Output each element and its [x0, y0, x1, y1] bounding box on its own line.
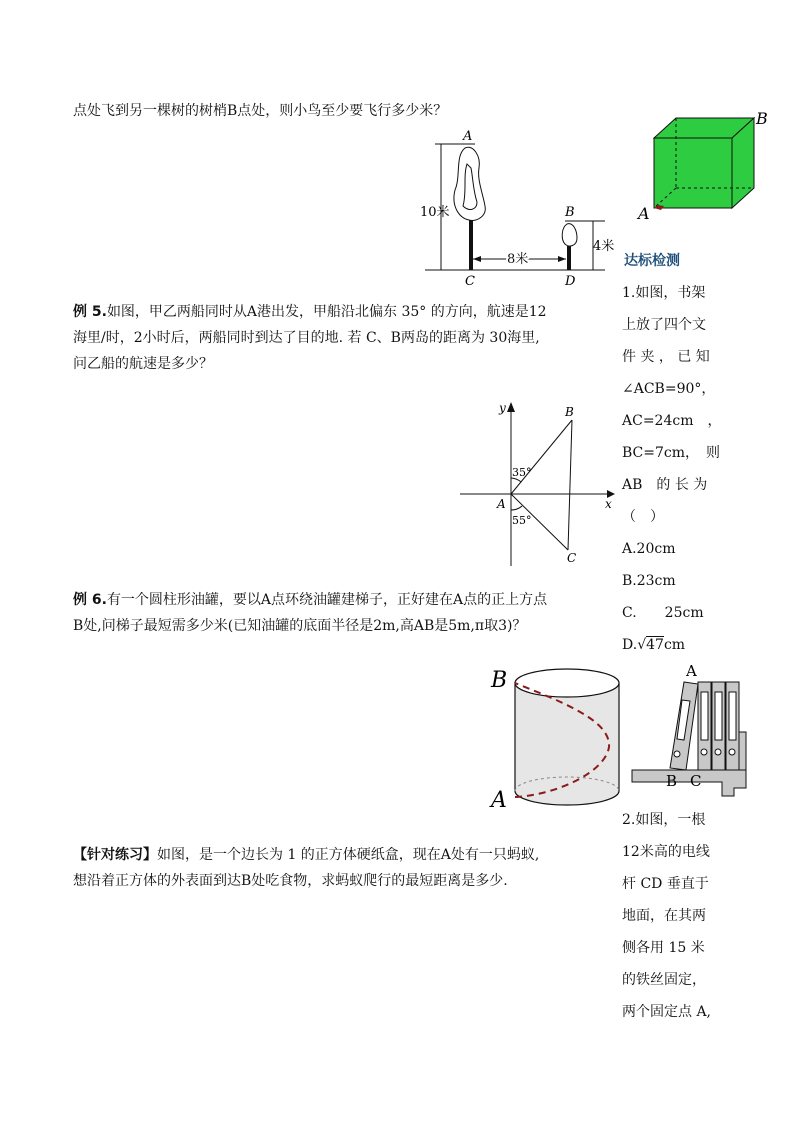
label-c: C [567, 551, 577, 565]
q2-line: 杆 CD 垂直于 [622, 876, 709, 892]
q1-line: AC=24cm ， [622, 413, 722, 429]
q2-line: 地面，在其两 [622, 908, 706, 924]
label-35: 35° [512, 466, 532, 479]
folder-2-label [715, 692, 722, 740]
example-6 [73, 587, 633, 639]
q2-line: 的铁丝固定， [622, 972, 706, 988]
axes-figure [455, 398, 620, 573]
example-5 [73, 299, 633, 377]
q1-line: 上放了四个文 [622, 317, 706, 333]
q2-line: 2.如图，一根 [622, 812, 706, 828]
question-1 [622, 277, 734, 661]
q1-line: ∠ACB=90°， [622, 381, 716, 397]
example-6-label: 例 6. [73, 592, 107, 608]
example-5-line-3: 问乙船的航速是多少？ [73, 356, 213, 372]
label-y: y [499, 401, 506, 415]
label-b: B [756, 109, 768, 128]
folder-ring-icon [729, 749, 735, 755]
label-x: x [605, 497, 612, 511]
question-2 [622, 804, 734, 1028]
label-a: A [497, 497, 506, 511]
paragraph-top: 点处飞到另一棵树的树梢B点处，则小鸟至少要飞行多少米？ [73, 103, 448, 119]
segment-bc [568, 420, 572, 550]
option-a: A.20cm [622, 541, 676, 557]
bookshelf-figure [626, 660, 754, 798]
example-6-line-1: 有一个圆柱形油罐，要以A点环绕油罐建梯子，正好建在A点的正上方点 [106, 592, 548, 608]
sqrt-icon: √ [637, 637, 647, 653]
cylinder-figure [485, 655, 625, 815]
option-d-unit: cm [663, 637, 686, 653]
angle-arc-55 [511, 506, 522, 510]
label-55: 55° [512, 514, 532, 527]
label-a: A [686, 662, 697, 680]
option-d [622, 629, 734, 661]
q1-line: AB 的 长 为 [622, 477, 708, 493]
tree-b-trunk [567, 246, 571, 270]
label-c: C [690, 772, 702, 790]
label-a: A [463, 129, 473, 144]
cylinder-top [515, 669, 619, 697]
practice-label: 【针对练习】 [73, 847, 157, 863]
cylinder-body [515, 683, 619, 805]
label-c: C [465, 274, 475, 289]
option-d-prefix: D. [622, 637, 638, 653]
q1-line: BC=7cm， 则 [622, 445, 721, 461]
q1-line: （ ） [622, 509, 664, 525]
example-6-line-2: B处,问梯子最短需多少米(已知油罐的底面半径是2m,高AB是5m,π取3)？ [73, 618, 527, 634]
cube-figure [632, 108, 782, 226]
label-b: B [565, 405, 574, 419]
q2-line: 12米高的电线 [622, 844, 710, 860]
label-a: A [491, 788, 507, 813]
practice-line-1: 如图，是一个边长为 1 的正方体硬纸盒，现在A处有一只蚂蚁, [157, 847, 540, 863]
label-10m: 10米 [420, 205, 450, 220]
label-a: A [638, 204, 650, 223]
trees-figure [415, 128, 625, 289]
q1-line: 件 夹 ， 已 知 [622, 349, 710, 365]
tree-a-trunk [469, 220, 473, 270]
q2-line: 两个固定点 A, [622, 1004, 712, 1020]
label-8m: 8米 [507, 252, 529, 267]
q2-line: 侧各用 15 米 [622, 940, 705, 956]
q1-line: 1.如图，书架 [622, 285, 706, 301]
arrow-left-icon [473, 256, 481, 262]
example-5-label: 例 5. [73, 304, 107, 320]
label-d: D [565, 274, 576, 289]
example-5-line-1: 如图，甲乙两船同时从A港出发，甲船沿北偏东 35° 的方向，航速是12 [106, 304, 547, 320]
shelf-base [632, 770, 746, 796]
segment-ab [511, 420, 572, 494]
option-d-radicand: 47 [646, 637, 664, 653]
section-heading: 达标检测 [624, 253, 680, 269]
practice [73, 842, 633, 894]
label-4m: 4米 [593, 239, 615, 254]
folder-1-label [701, 692, 708, 740]
practice-line-2: 想沿着正方体的外表面到达B处吃食物，求蚂蚁爬行的最短距离是多少. [73, 873, 508, 889]
folder-ring-icon [674, 751, 680, 757]
label-b: B [565, 205, 575, 220]
arrow-right-icon [558, 256, 566, 262]
example-5-line-2: 海里/时，2小时后，两船同时到达了目的地. 若 C、B两岛的距离为 30海里, [73, 330, 540, 346]
option-b: B.23cm [622, 573, 676, 589]
folder-3-label [729, 692, 736, 740]
label-b: B [491, 668, 508, 693]
tree-b-crown [562, 224, 577, 246]
option-c: C. 25cm [622, 605, 704, 621]
y-axis-arrow-icon [507, 402, 515, 412]
folder-ring-icon [701, 749, 707, 755]
folder-ring-icon [715, 749, 721, 755]
label-b: B [666, 772, 678, 790]
